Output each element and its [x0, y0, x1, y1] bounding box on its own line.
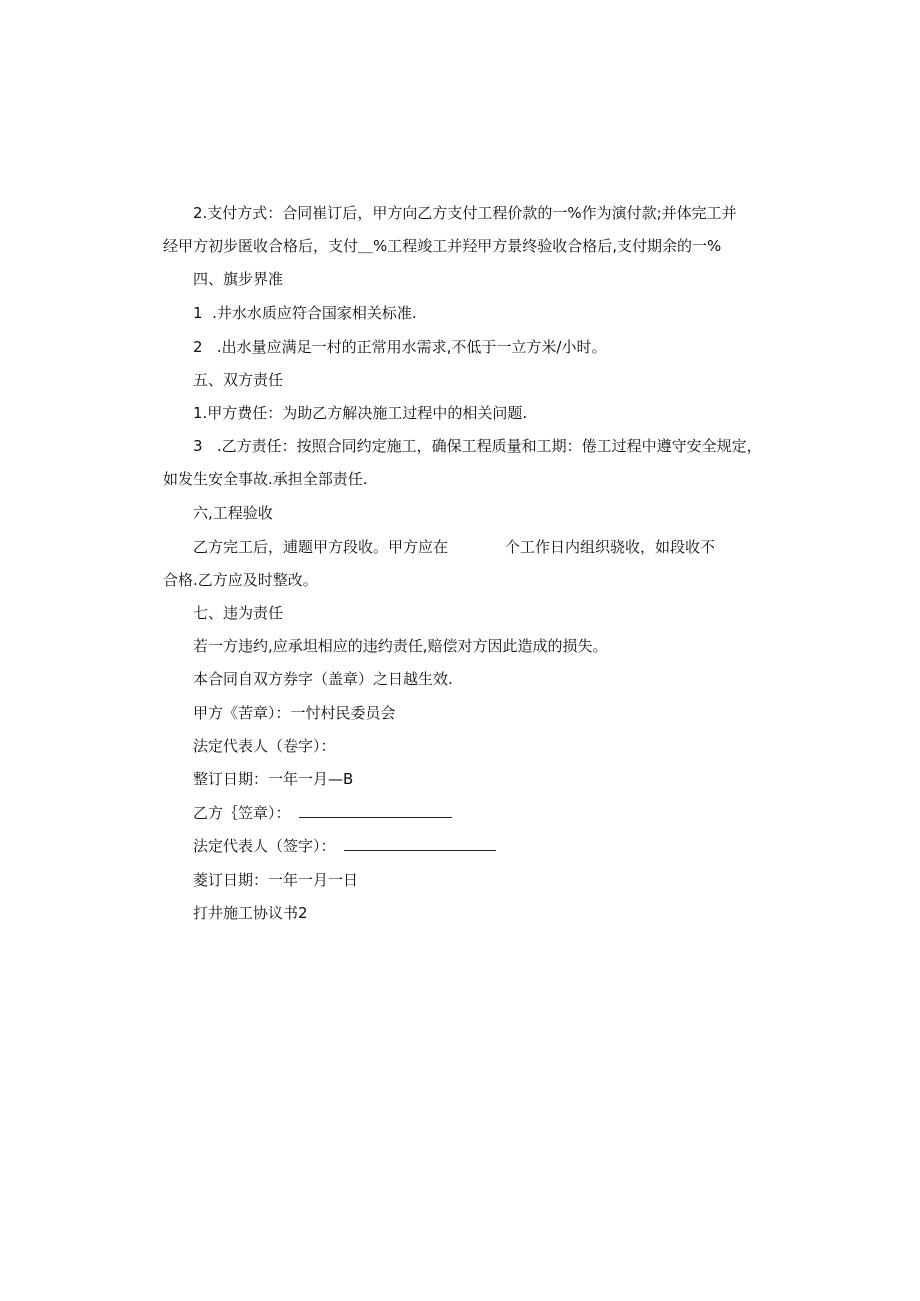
party-b-representative-row	[193, 836, 496, 856]
party-a-sign-date: 整订日期：一年一月—B	[193, 770, 354, 788]
acceptance-line-1b: 个工作日内组织骁收，如段收不	[505, 538, 716, 556]
party-b-representative-label: 法定代表人（签字）：	[193, 837, 336, 855]
party-b-seal-row	[193, 803, 452, 823]
section-5-title: 五、双方责任	[193, 371, 284, 389]
next-document-title: 打井施工协议书2	[193, 904, 308, 922]
acceptance-line-1a: 乙方完工后，逋题甲方段收。甲方应在	[193, 538, 449, 556]
party-b-representative-blank[interactable]	[344, 836, 496, 851]
standard-item-2: 2 .出水量应满足一村的正常用水需求,不低于一立方米/小时。	[193, 338, 607, 356]
effective-clause: 本合同自双方券字（盖章）之日越生效.	[193, 670, 453, 688]
duty-item-2-line-2: 如发生安全事故.承担全部责任.	[163, 470, 368, 488]
party-b-sign-date: 菱订日期：一年一月一日	[193, 871, 359, 889]
section-6-title: 六,工程验收	[193, 504, 273, 522]
party-b-seal-label: 乙方｛笠章）：	[193, 804, 291, 822]
party-b-seal-blank[interactable]	[299, 803, 452, 818]
duty-item-2-line-1: 3 .乙方责任：按照合同约定施工，确保工程质量和工期：倦工过程中遵守安全规定，	[193, 437, 762, 455]
section-7-title: 七、违为责任	[193, 604, 284, 622]
acceptance-line-2: 合格.乙方应及时整改。	[163, 571, 318, 589]
standard-item-1: 1 .井水水质应符合国家相关标准.	[193, 304, 417, 322]
payment-clause-line-2: 经甲方初步匿收合格后，支付＿%工程竣工并羟甲方景终验收合格后,支付期余的一%	[163, 237, 722, 255]
section-4-title: 四、旗步界准	[193, 270, 284, 288]
duty-item-1: 1.甲方费任：为助乙方解决施工过程中的相关问题.	[193, 404, 528, 422]
payment-clause-line-1: 2.支付方式：合同崔订后，甲方向乙方支付工程价款的一%作为演付款;并体完工并	[193, 204, 737, 222]
breach-text: 若一方违约,应承坦相应的违约责任,赔偿对方因此造成的损失。	[193, 637, 608, 655]
party-a-representative: 法定代表人（卷字）：	[193, 737, 336, 755]
party-a-seal: 甲方《苦章）：一忖村民委员会	[193, 704, 396, 722]
